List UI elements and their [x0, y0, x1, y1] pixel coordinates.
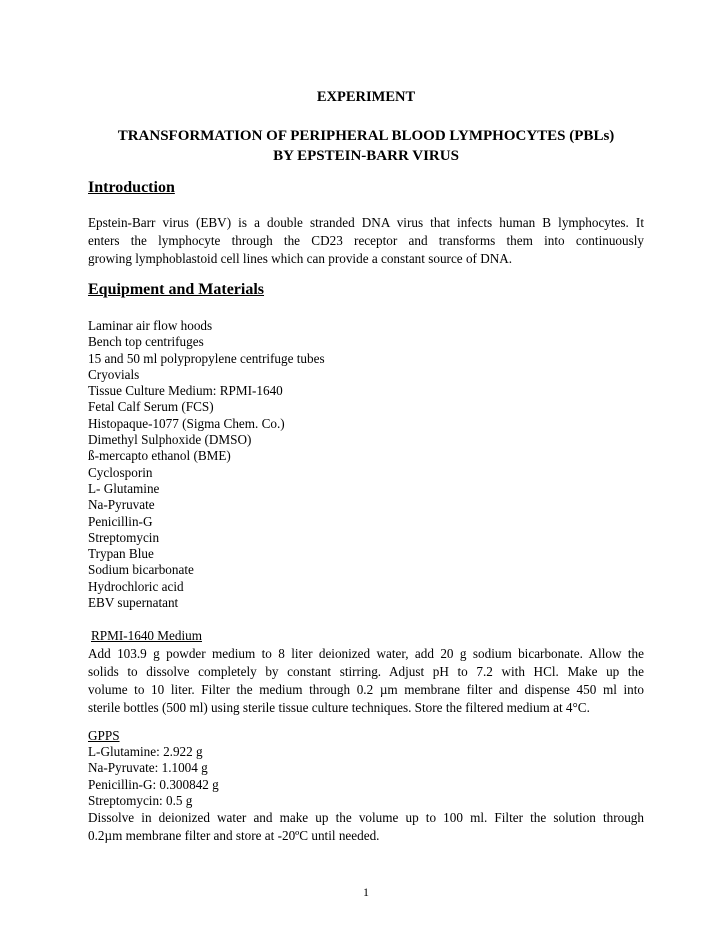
- equipment-item: Dimethyl Sulphoxide (DMSO): [88, 432, 252, 448]
- equipment-item: Na-Pyruvate: [88, 497, 155, 513]
- introduction-line: growing lymphoblastoid cell lines which can provide a constant source of DNA.: [88, 251, 513, 266]
- rpmi-line: Add 103.9 g powder medium to 8 liter deionized water, add 20 g sodium bicarbonate. Allow the: [88, 646, 644, 661]
- equipment-item: Penicillin-G: [88, 513, 153, 529]
- equipment-item: 15 and 50 ml polypropylene centrifuge tubes: [88, 350, 325, 366]
- gpps-item: L-Glutamine: 2.922 g: [88, 744, 203, 759]
- equipment-item: Cyclosporin: [88, 464, 153, 480]
- equipment-item: Hydrochloric acid: [88, 578, 184, 594]
- rpmi-paragraph: [88, 645, 644, 717]
- equipment-item: Histopaque-1077 (Sigma Chem. Co.): [88, 415, 285, 431]
- introduction-line: Epstein-Barr virus (EBV) is a double stranded DNA virus that infects human B lymphocytes. It: [88, 215, 644, 230]
- equipment-item: Fetal Calf Serum (FCS): [88, 399, 214, 415]
- experiment-label: EXPERIMENT: [316, 89, 416, 105]
- equipment-item: Tissue Culture Medium: RPMI-1640: [88, 383, 283, 399]
- equipment-item: Sodium bicarbonate: [88, 562, 194, 578]
- equipment-item: ß-mercapto ethanol (BME): [88, 448, 231, 464]
- gpps-line: Dissolve in deionized water and make up the volume up to 100 ml. Filter the solution through: [88, 810, 644, 825]
- equipment-item: Cryovials: [88, 366, 140, 382]
- equipment-item: Trypan Blue: [88, 546, 154, 562]
- gpps-list: [88, 744, 219, 809]
- equipment-item: L- Glutamine: [88, 480, 160, 496]
- gpps-item: Streptomycin: 0.5 g: [88, 792, 193, 808]
- introduction-line: enters the lymphocyte through the CD23 receptor and transforms them into continuously: [88, 233, 644, 248]
- gpps-item: Penicillin-G: 0.300842 g: [88, 776, 219, 792]
- equipment-item: Bench top centrifuges: [88, 334, 204, 350]
- introduction-paragraph: [88, 214, 644, 268]
- title-line-1: TRANSFORMATION OF PERIPHERAL BLOOD LYMPHOCYTES (PBLs): [117, 128, 615, 144]
- title-line-2: BY EPSTEIN-BARR VIRUS: [273, 148, 459, 164]
- equipment-item: EBV supernatant: [88, 595, 179, 611]
- introduction-heading: Introduction: [88, 179, 175, 196]
- equipment-heading: Equipment and Materials: [88, 281, 265, 298]
- document-title: [88, 126, 644, 166]
- gpps-item: Na-Pyruvate: 1.1004 g: [88, 760, 208, 776]
- equipment-item: Laminar air flow hoods: [88, 318, 213, 333]
- rpmi-line: sterile bottles (500 ml) using sterile tissue culture techniques. Store the filtered medium at 4°C.: [88, 700, 590, 715]
- gpps-line: 0.2µm membrane filter and store at -20ºC until needed.: [88, 828, 380, 843]
- rpmi-line: solids to dissolve completely by constant stirring. Adjust pH to 7.2 with HCl. Make up the: [88, 664, 644, 679]
- gpps-paragraph: [88, 809, 644, 845]
- equipment-list: [88, 318, 325, 611]
- page-number: 1: [363, 885, 369, 899]
- rpmi-line: volume to 10 liter. Filter the medium through 0.2 µm membrane filter and dispense 450 ml into: [88, 682, 644, 697]
- equipment-item: Streptomycin: [88, 529, 160, 545]
- rpmi-heading: RPMI-1640 Medium: [91, 628, 202, 643]
- gpps-heading: GPPS: [88, 728, 120, 743]
